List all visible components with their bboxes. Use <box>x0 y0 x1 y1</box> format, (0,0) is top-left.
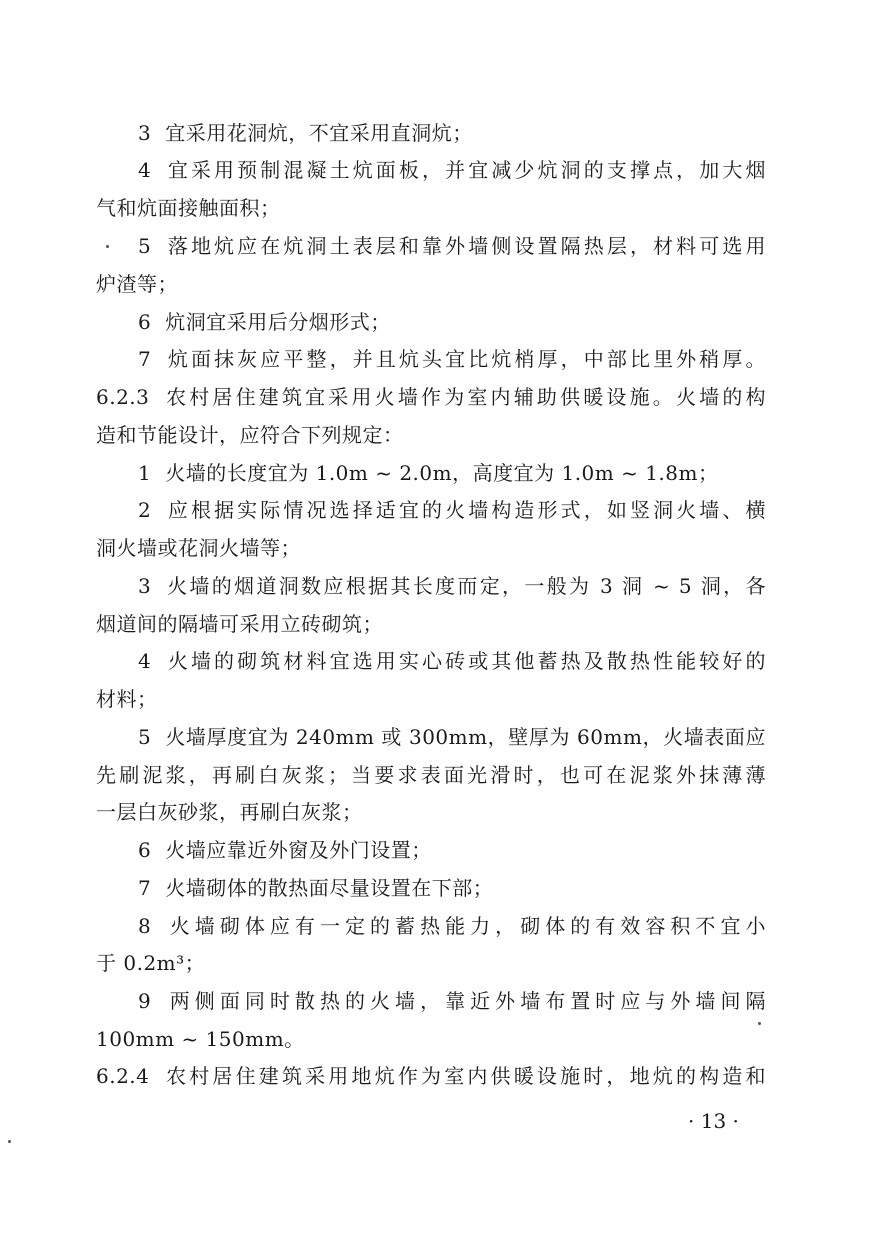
item-number: 5 <box>138 234 152 258</box>
item-text: 烟道间的隔墙可采用立砖砌筑； <box>96 612 383 636</box>
continuation-line <box>96 271 766 297</box>
item-number: 7 <box>138 876 152 900</box>
list-item <box>138 837 766 863</box>
item-text: 农村居住建筑宜采用火墙作为室内辅助供暖设施。火墙的构 <box>163 385 766 409</box>
list-item <box>138 648 766 674</box>
list-item <box>138 120 766 146</box>
section-number: 6.2.4 <box>96 1064 150 1088</box>
continuation-line <box>96 686 766 712</box>
list-item <box>138 309 766 335</box>
item-text: 火墙的长度宜为 1.0m ~ 2.0m，高度宜为 1.0m ~ 1.8m； <box>165 461 719 485</box>
item-number: 6 <box>138 838 152 862</box>
item-text: 宜采用预制混凝土炕面板，并宜减少炕洞的支撑点，加大烟 <box>165 158 766 182</box>
scan-speck <box>758 1022 761 1025</box>
list-item <box>138 913 766 939</box>
item-text: 宜采用花洞炕，不宜采用直洞炕； <box>165 121 473 145</box>
item-number: 4 <box>138 158 152 182</box>
item-text: 两侧面同时散热的火墙，靠近外墙布置时应与外墙间隔 <box>165 989 766 1013</box>
item-text: 落地炕应在炕洞土表层和靠外墙侧设置隔热层，材料可选用 <box>165 234 766 258</box>
item-text: 火墙的砌筑材料宜选用实心砖或其他蓄热及散热性能较好的 <box>165 649 766 673</box>
continuation-line <box>96 950 766 976</box>
item-text: 于 0.2m³； <box>96 951 206 975</box>
item-number: 2 <box>138 498 152 522</box>
item-number: 4 <box>138 649 152 673</box>
section-number: 6.2.3 <box>96 385 150 409</box>
list-item <box>138 497 766 523</box>
list-item <box>138 724 766 750</box>
item-number: 7 <box>138 347 152 371</box>
list-item <box>138 460 766 486</box>
item-text: 火墙应靠近外窗及外门设置； <box>165 838 432 862</box>
item-number: 9 <box>138 989 152 1013</box>
item-number: 1 <box>138 461 152 485</box>
section-paragraph <box>96 1063 766 1089</box>
continuation-line <box>96 195 766 221</box>
item-number: 5 <box>138 725 152 749</box>
item-text: 应根据实际情况选择适宜的火墙构造形式，如竖洞火墙、横 <box>165 498 766 522</box>
item-number: 3 <box>138 121 152 145</box>
item-number: 8 <box>138 914 152 938</box>
continuation-line <box>96 422 766 448</box>
item-text: 炕面抹灰应平整，并且炕头宜比炕梢厚，中部比里外稍厚。 <box>165 347 766 371</box>
item-text: 材料； <box>96 687 158 711</box>
item-number: 6 <box>138 310 152 334</box>
item-text: 先刷泥浆，再刷白灰浆；当要求表面光滑时，也可在泥浆外抹薄薄 <box>96 763 766 787</box>
item-text: 气和炕面接触面积； <box>96 196 281 220</box>
list-item <box>138 875 766 901</box>
continuation-line <box>96 762 766 788</box>
continuation-line <box>96 535 766 561</box>
item-text: 农村居住建筑采用地炕作为室内供暖设施时，地炕的构造和 <box>163 1064 766 1088</box>
continuation-line <box>96 799 766 825</box>
list-item <box>138 988 766 1014</box>
item-text: 火墙的烟道洞数应根据其长度而定，一般为 3 洞 ~ 5 洞，各 <box>165 574 766 598</box>
list-item <box>138 573 766 599</box>
page-number: · 13 · <box>688 1109 739 1133</box>
item-text: 炕洞宜采用后分烟形式； <box>165 310 391 334</box>
item-text: 炉渣等； <box>96 272 178 296</box>
item-text: 洞火墙或花洞火墙等； <box>96 536 301 560</box>
item-text: 火墙砌体的散热面尽量设置在下部； <box>165 876 494 900</box>
item-text: 100mm ~ 150mm。 <box>96 1027 305 1051</box>
item-text: 造和节能设计，应符合下列规定： <box>96 423 404 447</box>
list-item <box>138 346 766 372</box>
list-item <box>138 233 766 259</box>
scan-speck <box>106 245 109 248</box>
item-text: 火墙厚度宜为 240mm 或 300mm，壁厚为 60mm，火墙表面应 <box>165 725 766 749</box>
continuation-line <box>96 1026 766 1052</box>
item-text: 一层白灰砂浆，再刷白灰浆； <box>96 800 363 824</box>
item-number: 3 <box>138 574 152 598</box>
scan-speck <box>8 1140 11 1143</box>
item-text: 火墙砌体应有一定的蓄热能力，砌体的有效容积不宜小 <box>165 914 766 938</box>
list-item <box>138 157 766 183</box>
continuation-line <box>96 611 766 637</box>
section-paragraph <box>96 384 766 410</box>
